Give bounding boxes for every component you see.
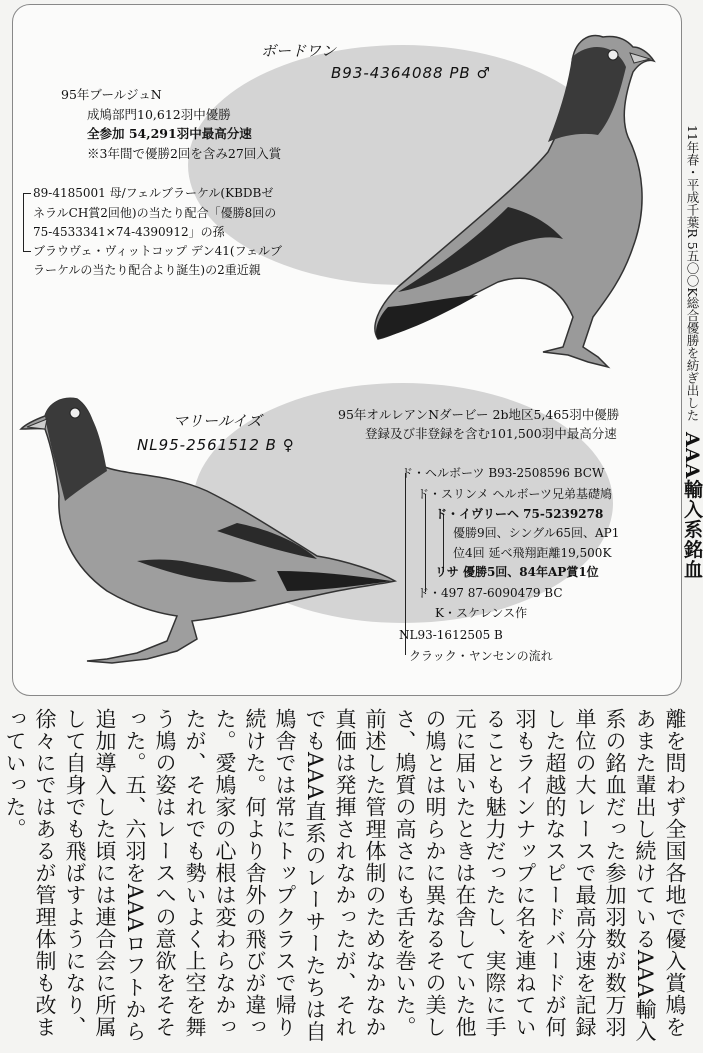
bird1-name: ボードワン xyxy=(261,42,337,60)
bird2-line-1: 登録及び非登録を含む101,500羽中最高分速 xyxy=(365,426,617,441)
bird1-pedigree-1: ネラルCH賞2回他)の当たり配合「優勝8回の xyxy=(33,206,277,220)
side-heading: AAA輸入系銘血 xyxy=(681,431,703,579)
bird2-pedigree-3: 優勝9回、シングル65回、AP1 xyxy=(453,526,620,540)
bird2-pedigree-8: NL93-1612505 B xyxy=(399,628,503,642)
bird2-pedigree-7: K・スケレンス作 xyxy=(435,606,528,620)
bird1-pedigree-4: ラーケルの当たり配合より誕生)の2重近親 xyxy=(33,263,261,277)
photo-panel xyxy=(12,4,682,696)
bird2-pedigree-9: クラック・ヤンセンの流れ xyxy=(409,649,553,663)
bird1-line-1: 成鳩部門10,612羽中優勝 xyxy=(87,107,231,122)
bird2-line-0: 95年オルレアンNダービー 2b地区5,465羽中優勝 xyxy=(338,407,620,422)
bird2-pedigree-1: ド・スリンメ ヘルボーツ兄弟基礎鳩 xyxy=(417,487,612,501)
bird1-line-2: 全参加 54,291羽中最高分速 xyxy=(87,126,252,141)
bird2-pedigree-2: ド・イヴリーヘ 75-5239278 xyxy=(435,507,604,521)
bird2-pedigree-5: リサ 優勝5回、84年AP賞1位 xyxy=(435,565,599,579)
bird1-line-3: ※3年間で優勝2回を含み27回入賞 xyxy=(87,146,282,161)
bird2-registration: NL95-2561512 B ♀ xyxy=(137,436,295,454)
pigeon-photo-female xyxy=(17,391,397,676)
bird1-line-0: 95年ブールジュN xyxy=(61,87,162,102)
bird2-pedigree-6: ド・497 87-6090479 BC xyxy=(417,586,563,600)
side-caption: 11年春・平成千葉R 5五〇〇K総合優勝を紡ぎ出した xyxy=(685,125,700,422)
bird1-pedigree-0: 89-4185001 母/フェルブラーケル(KBDBゼ xyxy=(33,186,274,200)
article-paragraph: 前述した管理体制のためなかなか真価は発揮されなかったが、それでもAAA直系のレーサーたちは自鳩舎では常にトップクラスで帰り続けた。何より舎外の飛びが違った。愛鳩家の心根は変わらなかったが、それでも勢いよく上空を舞う鳩の姿はレースへの意欲をそそった。五、六羽をAAAロフトから追加導入した頃には連合会に所属して自身でも飛ばすようになり、徐々にではあるが管理体制も改まっていった。 xyxy=(3,708,387,1043)
bird1-registration: B93-4364088 PB ♂ xyxy=(331,64,491,82)
bird1-pedigree-2: 75-4533341×74-4390912」の孫 xyxy=(33,225,225,239)
bird2-name: マリールイズ xyxy=(173,412,262,430)
bird1-pedigree-3: ブラウヴェ・ヴィットコップ デン41(フェルブ xyxy=(33,244,283,258)
article-paragraph: 離を問わず全国各地で優入賞鳩をあまた輩出し続けているAAA輸入系の銘血だった参加羽数が数万羽単位の大レースで最高分速を記録した超越的なスピードバードが何羽もラインナップに名を連ねていることも魅力だったし、実際に手元に届いたときは在舎していた他の鳩とは明らかに異なるその美しさ、鳩質の高さにも舌を巻いた。 xyxy=(393,708,687,1043)
side-title xyxy=(660,125,703,695)
bird2-pedigree-0: ド・ヘルボーツ B93-2508596 BCW xyxy=(401,466,605,480)
article-body xyxy=(3,708,690,1048)
bird2-pedigree-4: 位4回 延べ飛翔距離19,500K xyxy=(453,546,612,560)
